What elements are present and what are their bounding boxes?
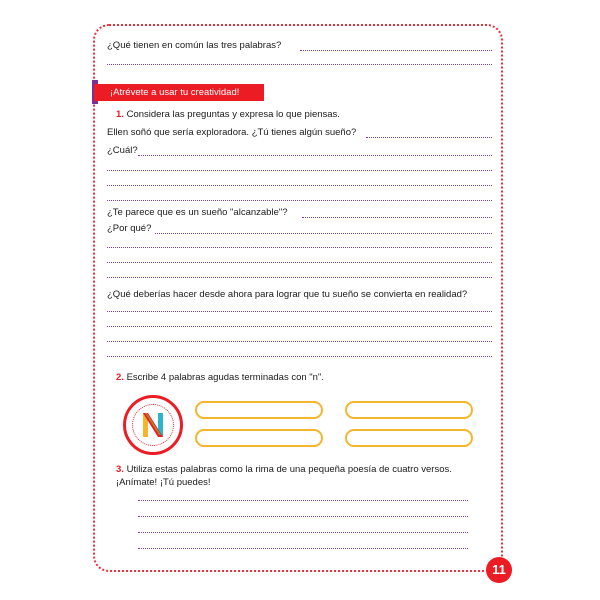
- word-input-1[interactable]: [195, 401, 323, 419]
- answer-line[interactable]: [302, 217, 492, 218]
- answer-line[interactable]: [107, 262, 492, 263]
- question-1-number: 1.: [116, 109, 124, 120]
- answer-line[interactable]: [107, 200, 492, 201]
- question-3-line-2: ¡Anímate! ¡Tú puedes!: [116, 477, 211, 488]
- question-2-text: Escribe 4 palabras agudas terminadas con "n".: [126, 372, 324, 383]
- poem-line[interactable]: [138, 500, 468, 501]
- answer-line[interactable]: [107, 341, 492, 342]
- answer-line[interactable]: [366, 137, 492, 138]
- question-3-number: 3.: [116, 464, 124, 475]
- poem-line[interactable]: [138, 516, 468, 517]
- answer-line[interactable]: [107, 247, 492, 248]
- word-input-3[interactable]: [345, 401, 473, 419]
- answer-line[interactable]: [138, 155, 492, 156]
- answer-line[interactable]: [107, 311, 492, 312]
- question-common-label: ¿Qué tienen en común las tres palabras?: [107, 40, 282, 51]
- poem-line[interactable]: [138, 548, 468, 549]
- letter-n-icon: [126, 398, 180, 452]
- dream-question: Ellen soñó que sería exploradora. ¿Tú tienes algún sueño?: [107, 127, 357, 138]
- page-number-badge: 11: [486, 557, 512, 583]
- word-input-4[interactable]: [345, 429, 473, 447]
- answer-line[interactable]: [107, 170, 492, 171]
- question-2-number: 2.: [116, 372, 124, 383]
- answer-line[interactable]: [107, 185, 492, 186]
- answer-line[interactable]: [155, 233, 492, 234]
- letter-n-badge: [123, 395, 183, 455]
- question-3-text: Utiliza estas palabras como la rima de una pequeña poesía de cuatro versos.: [126, 464, 452, 475]
- question-2: [116, 372, 324, 384]
- question-1-text: Considera las preguntas y expresa lo que piensas.: [126, 109, 340, 120]
- answer-line[interactable]: [107, 326, 492, 327]
- why-question: ¿Por qué?: [107, 223, 152, 234]
- section-banner: ¡Atrévete a usar tu creatividad!: [94, 84, 264, 101]
- answer-line[interactable]: [300, 50, 492, 51]
- question-1: [116, 109, 340, 121]
- question-3-line-1: [116, 464, 452, 476]
- answer-line[interactable]: [107, 356, 492, 357]
- word-input-2[interactable]: [195, 429, 323, 447]
- answer-line[interactable]: [107, 64, 492, 65]
- answer-line[interactable]: [107, 277, 492, 278]
- action-question: ¿Qué deberías hacer desde ahora para lograr que tu sueño se convierta en realidad?: [107, 289, 468, 300]
- reachable-question: ¿Te parece que es un sueño "alcanzable"?: [107, 207, 288, 218]
- poem-line[interactable]: [138, 532, 468, 533]
- which-question: ¿Cuál?: [107, 145, 138, 156]
